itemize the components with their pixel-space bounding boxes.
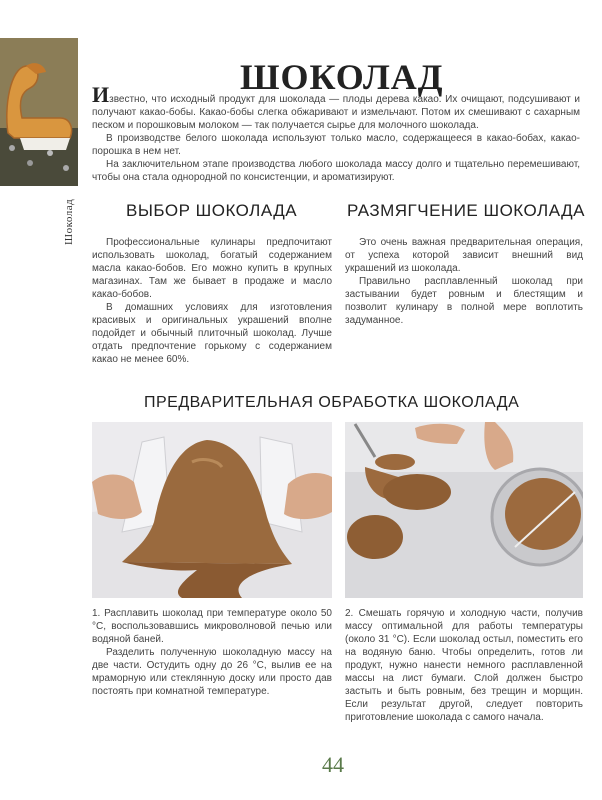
drop-cap: И xyxy=(92,82,110,107)
softening-paragraph-2: Правильно расплавленный шоколад при застывании будет ровным и блестящим и позволит кулинару в полной мере воплотить задуманное. xyxy=(345,276,583,326)
softening-paragraph-1: Это очень важная предварительная операция, от успеха которой зависит внешний вид украшений из шоколада. xyxy=(345,237,583,274)
heading-softening: РАЗМЯГЧЕНИЕ ШОКОЛАДА xyxy=(347,201,585,220)
intro-paragraph-2: В производстве белого шоколада используют только масло, содержащееся в какао-бобах, какао-порошка в нем нет. xyxy=(92,133,580,157)
heading-preparation: ПРЕДВАРИТЕЛЬНАЯ ОБРАБОТКА ШОКОЛАДА xyxy=(144,394,520,411)
side-section-label: Шоколад xyxy=(63,198,75,245)
choice-paragraph-2: В домашних условиях для изготовления красивых и оригинальных украшений вполне подойдет и обычный плиточный шоколад. Лучше отдать предпочтение горькому с содержанием какао не менее 60%. xyxy=(92,302,332,365)
caption-1-paragraph-2: Разделить полученную шоколадную массу на две части. Остудить одну до 26 °С, вылив ее на мраморную или стеклянную доску или просто дав постоять при комнатной температуре. xyxy=(92,647,332,697)
choice-paragraph-1: Профессиональные кулинары предпочитают использовать шоколад, богатый содержанием масла какао-бобов. Его можно купить в крупных магазинах. Там же бывает в продаже и масло какао-бобов. xyxy=(92,237,332,300)
softening-text xyxy=(345,236,583,327)
choice-text xyxy=(92,236,332,366)
photo-mixing-chocolate xyxy=(345,422,583,598)
caption-step-1 xyxy=(92,607,332,698)
page-number: 44 xyxy=(322,752,344,777)
heading-choice: ВЫБОР ШОКОЛАДА xyxy=(126,201,298,220)
intro-text xyxy=(92,82,580,184)
intro-paragraph-3: На заключительном этапе производства любого шоколада массу долго и тщательно перемешивают, чтобы она стала однородной по консистенции, и ароматизируют. xyxy=(92,159,580,183)
intro-paragraph-1: звестно, что исходный продукт для шоколада — плоды дерева какао. Их очищают, подсушивают и получают какао-бобы. Какао-бобы слегка обжаривают и измельчают. Потом их смешивают с сахарным песком и порошковым молоком — так получается сырье для молочного шоколада. xyxy=(92,94,580,131)
caption-1-paragraph-1: 1. Расплавить шоколад при температуре около 50 °С, воспользовавшись микроволновой печью или водяной баней. xyxy=(92,608,332,645)
decoration-thumbnail xyxy=(0,38,78,186)
caption-2-paragraph-1: 2. Смешать горячую и холодную части, получив массу оптимальной для работы температуры (около 31 °С). Если шоколад остыл, поместить его на водяную баню. Чтобы определить, готов ли продукт, нужно нанести немного расплавленной массы на лист бумаги. Слой должен быстро застыть и быть ровным, без трещин и морщин. Если результат другой, следует повторить приготовление шоколада с самого начала. xyxy=(345,608,583,723)
page-title: ШОКОЛАД xyxy=(240,57,444,98)
photo-melted-chocolate xyxy=(92,422,332,598)
caption-step-2 xyxy=(345,607,583,724)
